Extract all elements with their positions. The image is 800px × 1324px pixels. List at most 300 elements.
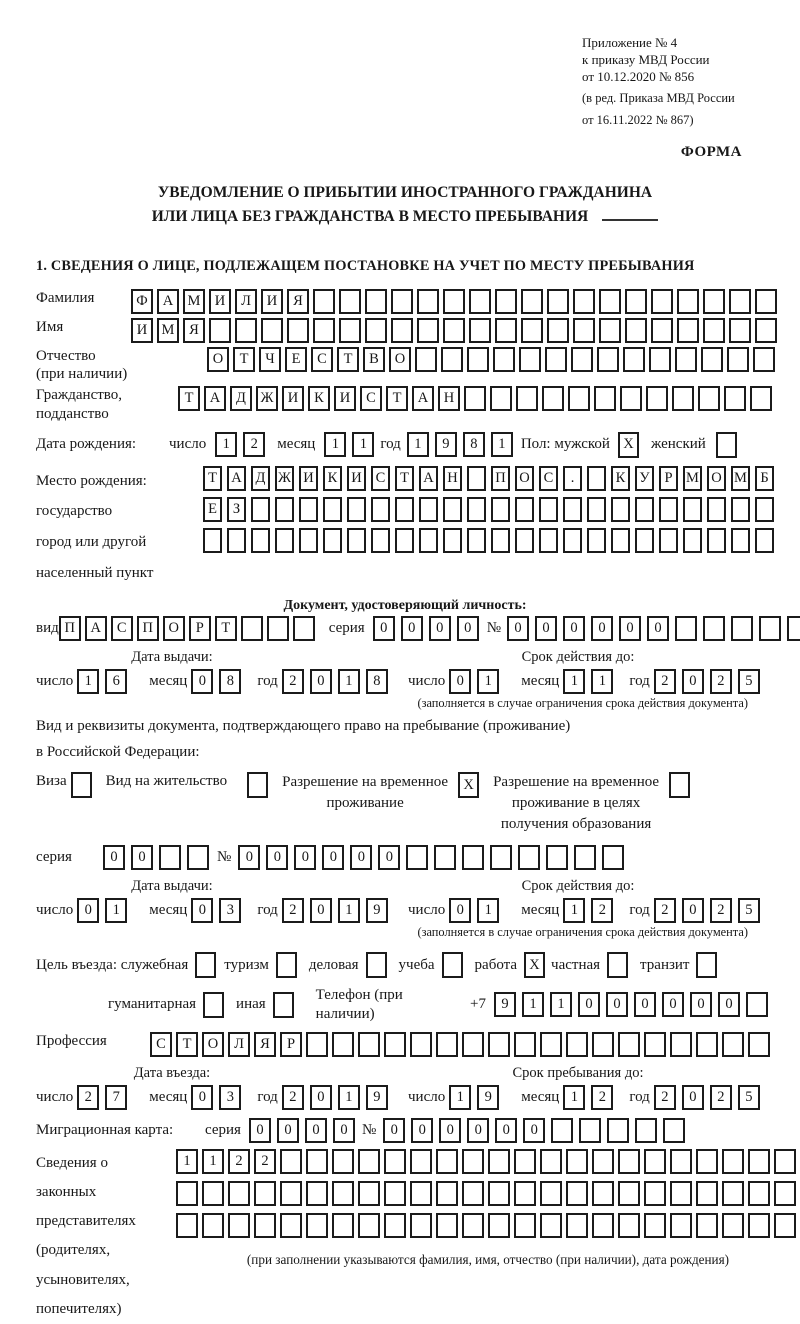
form-cell[interactable] (563, 528, 582, 553)
form-cell[interactable] (323, 528, 342, 553)
form-cell[interactable]: 0 (305, 1118, 327, 1143)
form-cell[interactable] (417, 289, 439, 314)
form-cell[interactable] (267, 616, 289, 641)
form-cell[interactable] (707, 528, 726, 553)
form-cell[interactable] (254, 1181, 276, 1206)
form-cell[interactable]: М (731, 466, 750, 491)
passport-issue-year[interactable] (282, 669, 394, 694)
form-cell[interactable]: 0 (310, 669, 332, 694)
form-cell[interactable]: Д (251, 466, 270, 491)
form-cell[interactable]: 5 (738, 669, 760, 694)
form-cell[interactable]: Т (395, 466, 414, 491)
form-cell[interactable] (683, 528, 702, 553)
form-cell[interactable] (722, 1213, 744, 1238)
form-cell[interactable] (251, 497, 270, 522)
form-cell[interactable] (592, 1032, 614, 1057)
form-cell[interactable] (540, 1213, 562, 1238)
form-cell[interactable]: 0 (718, 992, 740, 1017)
form-cell[interactable] (731, 497, 750, 522)
form-cell[interactable]: 0 (606, 992, 628, 1017)
form-cell[interactable] (227, 528, 246, 553)
purpose-tranzit-checkbox[interactable] (696, 952, 717, 978)
form-cell[interactable] (313, 318, 335, 343)
form-cell[interactable] (410, 1181, 432, 1206)
purpose-delovaya-checkbox[interactable] (366, 952, 387, 978)
form-cell[interactable]: Я (183, 318, 205, 343)
purpose-gumanitarnaya-checkbox[interactable] (203, 992, 224, 1018)
form-cell[interactable]: 1 (324, 432, 346, 457)
form-cell[interactable] (521, 318, 543, 343)
form-cell[interactable] (464, 386, 486, 411)
form-cell[interactable] (306, 1213, 328, 1238)
form-cell[interactable] (724, 386, 746, 411)
form-cell[interactable] (241, 616, 263, 641)
form-cell[interactable] (566, 1032, 588, 1057)
form-cell[interactable] (568, 386, 590, 411)
form-cell[interactable] (663, 1118, 685, 1143)
form-cell[interactable]: С (360, 386, 382, 411)
form-cell[interactable] (467, 466, 486, 491)
form-cell[interactable] (415, 347, 437, 372)
form-cell[interactable]: И (131, 318, 153, 343)
form-cell[interactable]: 8 (219, 669, 241, 694)
form-cell[interactable] (675, 347, 697, 372)
form-cell[interactable]: 0 (373, 616, 395, 641)
form-cell[interactable] (540, 1032, 562, 1057)
form-cell[interactable] (675, 616, 697, 641)
form-cell[interactable]: П (59, 616, 81, 641)
form-cell[interactable] (417, 318, 439, 343)
form-cell[interactable] (755, 528, 774, 553)
form-cell[interactable] (707, 497, 726, 522)
form-cell[interactable]: 0 (322, 845, 344, 870)
form-cell[interactable] (677, 289, 699, 314)
form-cell[interactable] (539, 497, 558, 522)
form-cell[interactable] (493, 347, 515, 372)
form-cell[interactable]: В (363, 347, 385, 372)
purpose-sluzhebnaya-checkbox[interactable] (195, 952, 216, 978)
form-cell[interactable] (651, 318, 673, 343)
form-cell[interactable] (774, 1149, 796, 1174)
form-cell[interactable]: 0 (411, 1118, 433, 1143)
form-cell[interactable]: 0 (401, 616, 423, 641)
form-cell[interactable] (187, 845, 209, 870)
form-cell[interactable]: 1 (522, 992, 544, 1017)
form-cell[interactable] (539, 528, 558, 553)
form-cell[interactable] (371, 528, 390, 553)
form-cell[interactable]: 6 (105, 669, 127, 694)
form-cell[interactable] (261, 318, 283, 343)
form-cell[interactable] (203, 528, 222, 553)
form-cell[interactable] (755, 497, 774, 522)
form-cell[interactable]: 0 (277, 1118, 299, 1143)
form-cell[interactable]: 2 (282, 898, 304, 923)
form-cell[interactable] (419, 528, 438, 553)
form-cell[interactable]: С (371, 466, 390, 491)
form-cell[interactable] (332, 1032, 354, 1057)
stay-day[interactable] (449, 1085, 505, 1110)
form-cell[interactable]: С (539, 466, 558, 491)
form-cell[interactable] (618, 1213, 640, 1238)
form-cell[interactable] (703, 616, 725, 641)
form-cell[interactable] (358, 1213, 380, 1238)
legal-reps-row1[interactable] (176, 1149, 800, 1174)
form-cell[interactable]: 1 (563, 1085, 585, 1110)
form-cell[interactable]: 0 (563, 616, 585, 641)
passport-valid-day[interactable] (449, 669, 505, 694)
form-cell[interactable]: 9 (477, 1085, 499, 1110)
form-cell[interactable] (599, 289, 621, 314)
form-cell[interactable] (462, 1149, 484, 1174)
form-cell[interactable] (696, 1032, 718, 1057)
form-cell[interactable] (488, 1032, 510, 1057)
form-cell[interactable]: 1 (176, 1149, 198, 1174)
form-cell[interactable]: 0 (449, 669, 471, 694)
form-cell[interactable] (462, 845, 484, 870)
form-cell[interactable] (574, 845, 596, 870)
form-cell[interactable]: И (282, 386, 304, 411)
form-cell[interactable] (611, 528, 630, 553)
form-cell[interactable]: О (515, 466, 534, 491)
form-cell[interactable] (371, 497, 390, 522)
stay-month[interactable] (563, 1085, 619, 1110)
form-cell[interactable] (275, 528, 294, 553)
form-cell[interactable]: 0 (690, 992, 712, 1017)
form-cell[interactable]: 8 (366, 669, 388, 694)
form-cell[interactable] (488, 1213, 510, 1238)
form-cell[interactable]: 0 (191, 1085, 213, 1110)
form-cell[interactable] (618, 1149, 640, 1174)
form-cell[interactable] (443, 528, 462, 553)
sex-female-checkbox[interactable] (716, 432, 737, 458)
form-cell[interactable] (635, 497, 654, 522)
form-cell[interactable]: 0 (249, 1118, 271, 1143)
form-cell[interactable] (644, 1181, 666, 1206)
form-cell[interactable]: 2 (228, 1149, 250, 1174)
form-cell[interactable]: 1 (77, 669, 99, 694)
form-cell[interactable]: . (563, 466, 582, 491)
form-cell[interactable]: 1 (550, 992, 572, 1017)
form-cell[interactable] (410, 1213, 432, 1238)
form-cell[interactable] (228, 1213, 250, 1238)
birth-day-field[interactable] (215, 432, 271, 457)
form-cell[interactable]: 0 (647, 616, 669, 641)
form-cell[interactable] (384, 1032, 406, 1057)
form-cell[interactable] (748, 1213, 770, 1238)
form-cell[interactable] (703, 289, 725, 314)
form-cell[interactable]: 1 (338, 669, 360, 694)
form-cell[interactable]: Т (178, 386, 200, 411)
form-cell[interactable] (755, 318, 777, 343)
form-cell[interactable] (602, 845, 624, 870)
form-cell[interactable] (299, 528, 318, 553)
form-cell[interactable] (467, 347, 489, 372)
form-cell[interactable] (515, 497, 534, 522)
form-cell[interactable]: Е (285, 347, 307, 372)
birthplace-row3[interactable] (203, 528, 779, 553)
form-cell[interactable]: 0 (619, 616, 641, 641)
form-cell[interactable] (395, 497, 414, 522)
form-cell[interactable]: 0 (383, 1118, 405, 1143)
form-cell[interactable] (670, 1213, 692, 1238)
form-cell[interactable]: Т (386, 386, 408, 411)
form-cell[interactable]: И (347, 466, 366, 491)
doc-type-field[interactable] (59, 616, 319, 641)
form-cell[interactable]: 1 (591, 669, 613, 694)
form-cell[interactable] (299, 497, 318, 522)
form-cell[interactable]: 0 (578, 992, 600, 1017)
form-cell[interactable]: 0 (495, 1118, 517, 1143)
form-cell[interactable]: 2 (591, 1085, 613, 1110)
form-cell[interactable] (746, 992, 768, 1017)
form-cell[interactable]: Л (228, 1032, 250, 1057)
form-cell[interactable]: 0 (191, 669, 213, 694)
form-cell[interactable] (722, 1032, 744, 1057)
form-cell[interactable]: Я (287, 289, 309, 314)
form-cell[interactable]: Д (230, 386, 252, 411)
form-cell[interactable] (209, 318, 231, 343)
form-cell[interactable] (176, 1181, 198, 1206)
form-cell[interactable] (677, 318, 699, 343)
form-cell[interactable] (696, 1149, 718, 1174)
form-cell[interactable]: А (85, 616, 107, 641)
form-cell[interactable]: 0 (238, 845, 260, 870)
form-cell[interactable] (384, 1213, 406, 1238)
form-cell[interactable] (251, 528, 270, 553)
form-cell[interactable] (443, 497, 462, 522)
form-cell[interactable] (275, 497, 294, 522)
form-cell[interactable]: 0 (591, 616, 613, 641)
form-cell[interactable] (566, 1181, 588, 1206)
profession-field[interactable] (150, 1032, 774, 1057)
form-cell[interactable] (365, 289, 387, 314)
form-cell[interactable]: 0 (310, 1085, 332, 1110)
form-cell[interactable] (306, 1032, 328, 1057)
form-cell[interactable] (644, 1149, 666, 1174)
form-cell[interactable] (587, 528, 606, 553)
form-cell[interactable]: 2 (282, 1085, 304, 1110)
form-cell[interactable] (670, 1032, 692, 1057)
form-cell[interactable]: Р (189, 616, 211, 641)
form-cell[interactable]: 2 (77, 1085, 99, 1110)
form-cell[interactable] (280, 1181, 302, 1206)
form-cell[interactable] (384, 1181, 406, 1206)
legal-reps-row3[interactable] (176, 1213, 800, 1238)
form-cell[interactable] (597, 347, 619, 372)
form-cell[interactable] (547, 289, 569, 314)
form-cell[interactable] (202, 1181, 224, 1206)
form-cell[interactable]: 1 (477, 669, 499, 694)
form-cell[interactable]: М (157, 318, 179, 343)
form-cell[interactable] (347, 497, 366, 522)
form-cell[interactable] (551, 1118, 573, 1143)
form-cell[interactable] (410, 1032, 432, 1057)
form-cell[interactable] (491, 528, 510, 553)
form-cell[interactable] (235, 318, 257, 343)
form-cell[interactable]: 0 (682, 898, 704, 923)
form-cell[interactable] (618, 1181, 640, 1206)
visa-checkbox[interactable] (71, 772, 92, 798)
form-cell[interactable] (623, 347, 645, 372)
form-cell[interactable]: К (308, 386, 330, 411)
form-cell[interactable] (491, 497, 510, 522)
form-cell[interactable] (722, 1181, 744, 1206)
birthplace-row1[interactable] (203, 466, 779, 491)
form-cell[interactable]: 2 (710, 1085, 732, 1110)
form-cell[interactable] (587, 497, 606, 522)
form-cell[interactable]: Т (215, 616, 237, 641)
form-cell[interactable]: 0 (439, 1118, 461, 1143)
form-cell[interactable] (703, 318, 725, 343)
form-cell[interactable] (599, 318, 621, 343)
form-cell[interactable]: 1 (338, 1085, 360, 1110)
form-cell[interactable] (787, 616, 800, 641)
form-cell[interactable] (542, 386, 564, 411)
form-cell[interactable] (323, 497, 342, 522)
form-cell[interactable]: 2 (710, 669, 732, 694)
res-number-field[interactable] (238, 845, 630, 870)
form-cell[interactable] (573, 318, 595, 343)
form-cell[interactable] (620, 386, 642, 411)
form-cell[interactable] (649, 347, 671, 372)
form-cell[interactable] (670, 1181, 692, 1206)
form-cell[interactable]: 9 (366, 1085, 388, 1110)
form-cell[interactable] (563, 497, 582, 522)
birthplace-row2[interactable] (203, 497, 779, 522)
form-cell[interactable] (722, 1149, 744, 1174)
form-cell[interactable] (441, 347, 463, 372)
firstname-field[interactable] (131, 318, 781, 343)
form-cell[interactable]: 0 (191, 898, 213, 923)
form-cell[interactable] (748, 1149, 770, 1174)
form-cell[interactable]: 1 (215, 432, 237, 457)
res-valid-month[interactable] (563, 898, 619, 923)
form-cell[interactable]: 0 (682, 1085, 704, 1110)
form-cell[interactable] (469, 318, 491, 343)
form-cell[interactable] (635, 1118, 657, 1143)
form-cell[interactable]: 2 (654, 669, 676, 694)
form-cell[interactable] (659, 528, 678, 553)
form-cell[interactable]: 1 (352, 432, 374, 457)
form-cell[interactable] (759, 616, 781, 641)
patronymic-field[interactable] (207, 347, 779, 372)
form-cell[interactable]: 0 (429, 616, 451, 641)
form-cell[interactable] (490, 386, 512, 411)
form-cell[interactable]: 7 (105, 1085, 127, 1110)
form-cell[interactable] (293, 616, 315, 641)
form-cell[interactable] (566, 1213, 588, 1238)
form-cell[interactable] (670, 1149, 692, 1174)
form-cell[interactable]: 2 (243, 432, 265, 457)
form-cell[interactable] (546, 845, 568, 870)
form-cell[interactable]: 0 (449, 898, 471, 923)
form-cell[interactable] (683, 497, 702, 522)
birth-month-field[interactable] (324, 432, 380, 457)
form-cell[interactable] (306, 1149, 328, 1174)
form-cell[interactable] (159, 845, 181, 870)
form-cell[interactable] (306, 1181, 328, 1206)
form-cell[interactable] (395, 528, 414, 553)
form-cell[interactable] (332, 1149, 354, 1174)
form-cell[interactable] (358, 1181, 380, 1206)
form-cell[interactable]: 0 (467, 1118, 489, 1143)
form-cell[interactable] (646, 386, 668, 411)
form-cell[interactable] (587, 466, 606, 491)
form-cell[interactable] (339, 318, 361, 343)
form-cell[interactable] (358, 1032, 380, 1057)
form-cell[interactable]: Т (203, 466, 222, 491)
form-cell[interactable]: 1 (105, 898, 127, 923)
form-cell[interactable] (410, 1149, 432, 1174)
form-cell[interactable] (406, 845, 428, 870)
form-cell[interactable] (436, 1213, 458, 1238)
passport-valid-month[interactable] (563, 669, 619, 694)
form-cell[interactable]: Н (443, 466, 462, 491)
form-cell[interactable]: Н (438, 386, 460, 411)
temp-residence-edu-checkbox[interactable] (669, 772, 690, 798)
form-cell[interactable] (391, 318, 413, 343)
form-cell[interactable] (518, 845, 540, 870)
form-cell[interactable]: У (635, 466, 654, 491)
mig-number-field[interactable] (383, 1118, 691, 1143)
form-cell[interactable] (254, 1213, 276, 1238)
form-cell[interactable]: 1 (477, 898, 499, 923)
form-cell[interactable]: Ч (259, 347, 281, 372)
form-cell[interactable]: М (183, 289, 205, 314)
form-cell[interactable] (659, 497, 678, 522)
form-cell[interactable]: О (202, 1032, 224, 1057)
form-cell[interactable] (436, 1032, 458, 1057)
form-cell[interactable] (488, 1181, 510, 1206)
form-cell[interactable]: М (683, 466, 702, 491)
form-cell[interactable]: И (209, 289, 231, 314)
form-cell[interactable] (495, 318, 517, 343)
form-cell[interactable]: 0 (682, 669, 704, 694)
form-cell[interactable] (592, 1213, 614, 1238)
form-cell[interactable] (729, 289, 751, 314)
form-cell[interactable]: 0 (662, 992, 684, 1017)
form-cell[interactable] (287, 318, 309, 343)
form-cell[interactable] (748, 1032, 770, 1057)
form-cell[interactable]: 2 (591, 898, 613, 923)
res-valid-day[interactable] (449, 898, 505, 923)
form-cell[interactable] (701, 347, 723, 372)
form-cell[interactable] (753, 347, 775, 372)
res-issue-year[interactable] (282, 898, 394, 923)
form-cell[interactable]: З (227, 497, 246, 522)
form-cell[interactable] (436, 1181, 458, 1206)
lastname-field[interactable] (131, 289, 781, 314)
form-cell[interactable]: О (207, 347, 229, 372)
form-cell[interactable] (727, 347, 749, 372)
form-cell[interactable]: 2 (654, 898, 676, 923)
purpose-ucheba-checkbox[interactable] (442, 952, 463, 978)
form-cell[interactable]: 0 (535, 616, 557, 641)
form-cell[interactable]: Я (254, 1032, 276, 1057)
form-cell[interactable] (365, 318, 387, 343)
form-cell[interactable] (731, 528, 750, 553)
form-cell[interactable]: П (491, 466, 510, 491)
form-cell[interactable]: 0 (457, 616, 479, 641)
form-cell[interactable] (748, 1181, 770, 1206)
form-cell[interactable]: С (111, 616, 133, 641)
form-cell[interactable]: 1 (338, 898, 360, 923)
form-cell[interactable]: 1 (202, 1149, 224, 1174)
form-cell[interactable] (436, 1149, 458, 1174)
form-cell[interactable] (515, 528, 534, 553)
form-cell[interactable] (579, 1118, 601, 1143)
form-cell[interactable] (519, 347, 541, 372)
